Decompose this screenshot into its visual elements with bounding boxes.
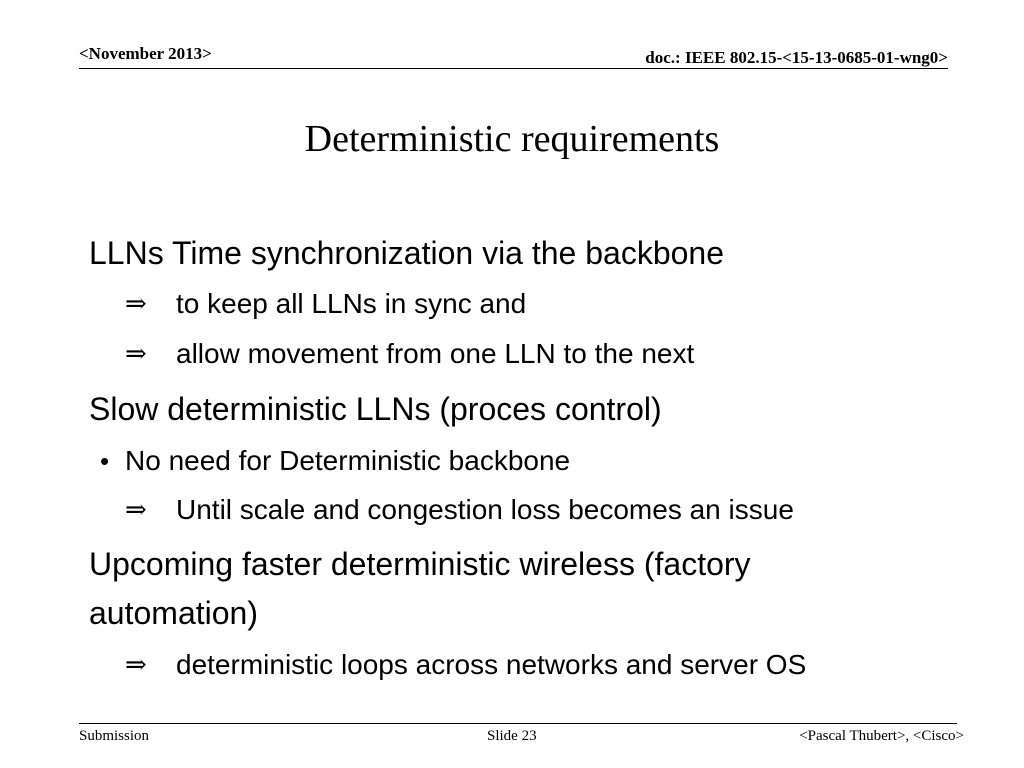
implies-arrow-icon: ⇒ bbox=[125, 495, 147, 525]
footer-divider bbox=[79, 723, 957, 724]
sub-item-no-need-backbone: No need for Deterministic backbone bbox=[125, 445, 571, 476]
header-divider bbox=[79, 68, 948, 69]
footer-submission: Submission bbox=[79, 728, 150, 744]
sub-item-keep-sync: to keep all LLNs in sync and bbox=[176, 288, 527, 319]
header-date: <November 2013> bbox=[79, 44, 212, 63]
implies-arrow-icon: ⇒ bbox=[125, 289, 147, 319]
bullet-level1-slow-deterministic: Slow deterministic LLNs (proces control) bbox=[89, 391, 662, 427]
footer-author: <Pascal Thubert>, <Cisco> bbox=[799, 728, 964, 744]
implies-arrow-icon: ⇒ bbox=[125, 339, 147, 369]
bullet-level1-llns-time-sync: LLNs Time synchronization via the backbone bbox=[89, 235, 725, 271]
footer-slide-number: Slide 23 bbox=[487, 728, 537, 744]
bullet-dot-icon: • bbox=[100, 446, 110, 476]
sub-item-allow-movement: allow movement from one LLN to the next bbox=[176, 338, 695, 369]
slide-title: Deterministic requirements bbox=[304, 118, 720, 160]
sub-item-deterministic-loops: deterministic loops across networks and server OS bbox=[176, 649, 807, 680]
implies-arrow-icon: ⇒ bbox=[125, 650, 147, 680]
bullet-level1-upcoming-faster-cont: automation) bbox=[89, 595, 258, 631]
bullet-level1-upcoming-faster: Upcoming faster deterministic wireless (factory bbox=[89, 546, 751, 582]
header-doc-id: doc.: IEEE 802.15-<15-13-0685-01-wng0> bbox=[645, 48, 948, 67]
sub-item-until-scale: Until scale and congestion loss becomes an issue bbox=[176, 494, 794, 525]
